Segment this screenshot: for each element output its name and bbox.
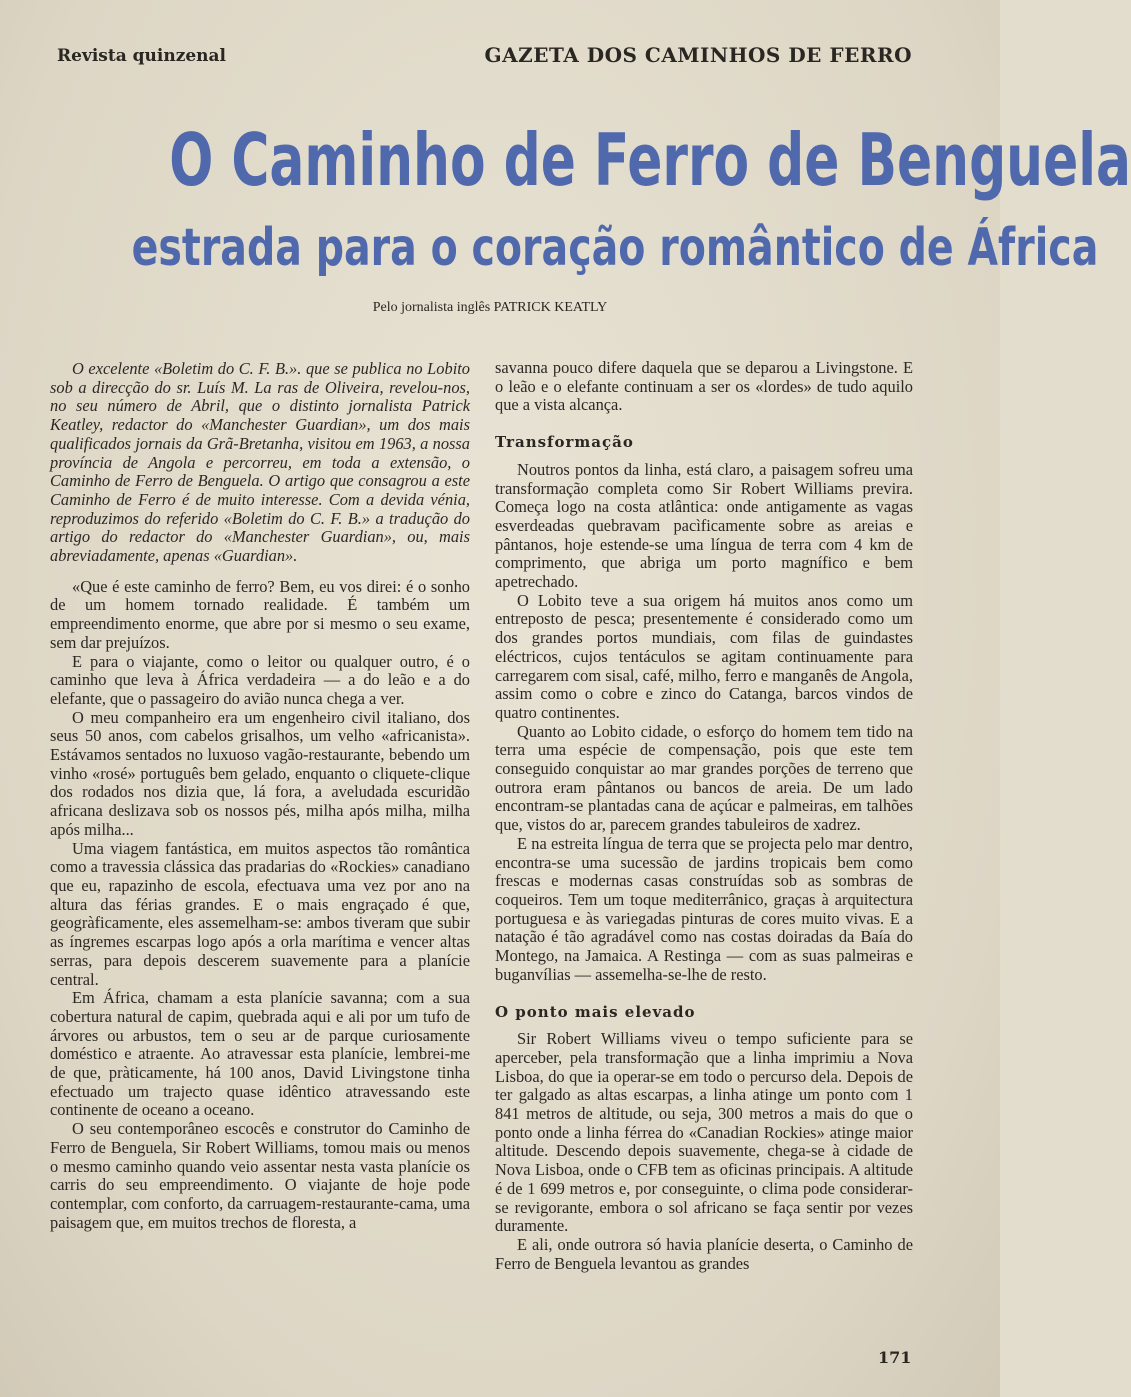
paragraph: O Lobito teve a sua origem há muitos anos como um entreposto de pesca; presentemente é considerado como um dos grandes portos mundiais, com filas de guindastes eléctricos, cujos tentáculos se agitam continuamente para carregarem com sisal, café, milho, ferro e manganês de Angola, assim como o cobre e zinco do Catanga, barcos vindos de quatro continentes. (495, 590, 913, 722)
paragraph: Quanto ao Lobito cidade, o esforço do homem tem tido na terra uma espécie de compensação, pois que este tem conseguido conquistar ao mar grandes porções de terreno que outrora eram pântanos ou bancos de areia. De um lado encontram-se plantadas cana de açúcar e palmeiras, em talhões que, vistos do ar, parecem grandes tabuleiros de xadrez. (495, 721, 913, 835)
header-periodicity: Revista quinzenal (57, 46, 227, 66)
paragraph: O meu companheiro era um engenheiro civil italiano, dos seus 50 anos, com cabelos grisalhos, um velho «africanista». Estávamos sentados no luxuoso vagão-restaurante, bebendo um vinho «rosé» português bem gelado, enquanto o cliquete-clique dos rodados nos dizia que, lá fora, a aveludada escuridão africana deslizava sob os nossos pés, milha após milha, milha após milha... (50, 707, 470, 839)
right-column (495, 359, 913, 1273)
section-heading-transformacao: Transformação (495, 433, 634, 452)
page-number: 171 (878, 1348, 912, 1367)
paragraph: Em África, chamam a esta planície savanna; com a sua cobertura natural de capim, quebrada aqui e ali por um tufo de árvores ou arbustos, tem o seu ar de parque curiosamente doméstico e atraente. Ao atravessar esta planície, lembrei-me de que, pràticamente, há 100 anos, David Livingstone tinha efectuado um trajecto quase idêntico atravessando este continente de oceano a oceano. (50, 988, 470, 1120)
intro-note: O excelente «Boletim do C. F. B.». que se publica no Lobito sob a direcção do sr. Luís M. La ras de Oliveira, revelou-nos, no seu número de Abril, que o distinto jornalista Patrick Keatley, redactor do «Manchester Guardian», um dos mais qualificados jornais da Grã-Bretanha, visitou em 1963, a nossa província de Angola e percorreu, em toda a extensão, o Caminho de Ferro de Benguela. O artigo que consagrou a este Caminho de Ferro é de muito interesse. Com a devida vénia, reproduzimos do referido «Boletim do C. F. B.» a tradução do artigo do redactor do «Manchester Guardian», ou, mais abreviadamente, apenas «Guardian». (50, 359, 470, 566)
paragraph: E ali, onde outrora só havia planície deserta, o Caminho de Ferro de Benguela levantou as grandes (495, 1234, 913, 1273)
article-subtitle: estrada para o coração romântico de África (131, 218, 1099, 278)
paragraph: Noutros pontos da linha, está claro, a paisagem sofreu uma transformação completa como Sir Robert Williams previra. Começa logo na costa atlântica: onde antigamente as vagas esverdeadas quebravam pacìficamente sobre as areias e pântanos, hoje estende-se uma língua de terra com 4 km de comprimento, que abriga um porto magnífico e bem apetrechado. (495, 459, 913, 592)
article-title: O Caminho de Ferro de Benguela (169, 118, 1131, 202)
paragraph: O seu contemporâneo escocês e construtor do Caminho de Ferro de Benguela, Sir Robert Williams, tomou mais ou menos o mesmo caminho quando veio assentar nesta vasta planície os carris do seu empreendimento. O viajante de hoje pode contemplar, com conforto, da carruagem-restaurante-cama, uma paisagem que, em muitos trechos de floresta, a (50, 1119, 470, 1232)
paragraph: Sir Robert Williams viveu o tempo suficiente para se aperceber, pela transformação que a linha imprimiu a Nova Lisboa, do que ia operar-se em todo o percurso dela. Depois de ter galgado as altas escarpas, a linha atinge um ponto com 1 841 metros de altitude, ou seja, 300 metros a mais do que o ponto onde a linha férrea do «Canadian Rockies» atinge maior altitude. Descendo depois suavemente, chega-se à cidade de Nova Lisboa, onde o CFB tem as oficinas principais. A altitude é de 1 699 metros e, por conseguinte, o clima pode considerar-se revigorante, embora o sol africano se faça sentir por vezes duramente. (495, 1029, 913, 1236)
paragraph: Uma viagem fantástica, em muitos aspectos tão romântica como a travessia clássica das pradarias do «Rockies» canadiano que eu, rapazinho de escola, efectuava uma vez por ano na altura das férias grandes. E o mais engraçado é que, geogràficamente, eles assemelham-se: ambos tiveram que subir as íngremes escarpas logo após a orla marítima e vencer altas serras, para depois descerem suavemente para a planície central. (50, 838, 470, 989)
section-heading-ponto-elevado: O ponto mais elevado (495, 1002, 696, 1021)
byline: Pelo jornalista inglês PATRICK KEATLY (372, 300, 608, 315)
paragraph: E na estreita língua de terra que se projecta pelo mar dentro, encontra-se uma sucessão de jardins tropicais bem como frescas e modernas casas construídas sob as sombras de coqueiros. Tem um toque mediterrânico, graças à arquitectura portuguesa e às variegadas pinturas de cores muito vivas. E a natação é tão agradável como nas costas doiradas da Baía do Montego, na Jamaica. A Restinga — com as suas palmeiras e buganvílias — assemelha-se-lhe de resto. (495, 833, 913, 984)
paragraph: E para o viajante, como o leitor ou qualquer outro, é o caminho que leva à África verdadeira — a do leão e a do elefante, que o passageiro do avião nunca chega a ver. (50, 651, 470, 708)
header-magazine-name: GAZETA DOS CAMINHOS DE FERRO (484, 43, 912, 67)
paragraph-continuation: savanna pouco difere daquela que se deparou a Livingstone. E o leão e o elefante continuam a ser os «lordes» de tudo aquilo que a vista alcança. (495, 358, 913, 415)
left-column (50, 360, 470, 1232)
paragraph: «Que é este caminho de ferro? Bem, eu vos direi: é o sonho de um homem tornado realidade. É também um empreendimento enorme, que abre por si mesmo o seu exame, sem dar prejuízos. (50, 576, 470, 652)
